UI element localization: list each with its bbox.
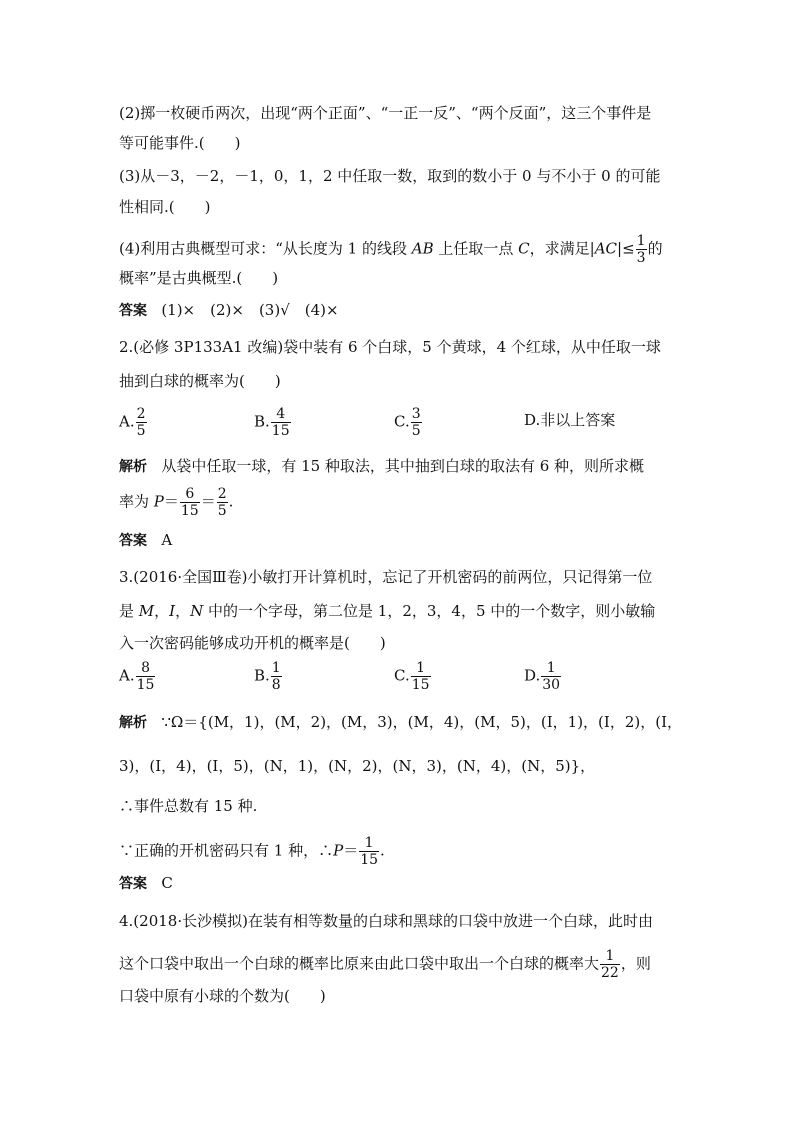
p2-answer: 答案 A bbox=[119, 531, 173, 549]
p2-option-d: D.非以上答案 bbox=[524, 411, 616, 429]
p3-line2: 是 M，I，N 中的一个字母，第二位是 1，2，3，4，5 中的一个数字，则小敏输 bbox=[119, 602, 656, 620]
p2-line2: 抽到白球的概率为( ) bbox=[119, 372, 281, 390]
answer-1: 答案 (1)× (2)× (3)√ (4)× bbox=[119, 301, 339, 319]
p2-option-c: C. $\frac{3}{5}$ bbox=[394, 406, 421, 439]
p4-line2: 这个口袋中取出一个白球的概率比原来由此口袋中取出一个白球的概率大 $\frac{1}{22}$ ，则 bbox=[119, 948, 651, 981]
q3-line2: 性相同.( ) bbox=[119, 198, 211, 216]
p3-option-c: C. $\frac{1}{15}$ bbox=[394, 660, 430, 693]
p3-option-b: B. $\frac{1}{8}$ bbox=[254, 660, 281, 693]
q3-line1: (3)从－3，－2，－1，0，1，2 中任取一数，取到的数小于 0 与不小于 0 的可能 bbox=[119, 167, 661, 185]
p4-line1: 4.(2018·长沙模拟)在装有相等数量的白球和黑球的口袋中放进一个白球，此时由 bbox=[119, 912, 653, 930]
p3-line1: 3.(2016·全国Ⅲ卷)小敏打开计算机时，忘记了开机密码的前两位，只记得第一位 bbox=[119, 568, 653, 586]
p3-answer: 答案 C bbox=[119, 874, 173, 892]
fraction: $\frac{1}{3}$ bbox=[636, 233, 646, 266]
p2-line1: 2.(必修 3P133A1 改编)袋中装有 6 个白球，5 个黄球，4 个红球，从中任取一球 bbox=[119, 338, 661, 356]
q4-line2: 概率”是古典概型.( ) bbox=[119, 269, 279, 287]
p3-line3: 入一次密码能够成功开机的概率是( ) bbox=[119, 634, 386, 652]
q2-line1: (2)掷一枚硬币两次，出现“两个正面”、“一正一反”、“两个反面”，这三个事件是 bbox=[119, 104, 652, 122]
q4-line1: (4)利用古典概型可求：“从长度为 1 的线段 AB 上任取一点 C，求满足|AC|≤ $\frac{1}{3}$ 的 bbox=[119, 233, 663, 266]
p3-analysis-line1: 解析 ∵Ω＝{(M，1)，(M，2)，(M，3)，(M，4)，(M，5)，(I，1)，(I，2)，(I， bbox=[119, 713, 682, 731]
p3-analysis-line4: ∵正确的开机密码只有 1 种，∴P＝ $\frac{1}{15}$ . bbox=[119, 835, 385, 868]
p2-analysis-line1: 解析 从袋中任取一球，有 15 种取法，其中抽到白球的取法有 6 种，则所求概 bbox=[119, 457, 645, 475]
p2-option-b: B. $\frac{4}{15}$ bbox=[254, 406, 290, 439]
p2-analysis-line2: 率为 P＝ $\frac{6}{15}$ ＝ $\frac{2}{5}$ . bbox=[119, 486, 234, 519]
p3-analysis-line3: ∴事件总数有 15 种. bbox=[119, 797, 258, 815]
p3-option-d: D. $\frac{1}{30}$ bbox=[524, 660, 561, 693]
q2-line2: 等可能事件.( ) bbox=[119, 134, 241, 152]
p2-option-a: A. $\frac{2}{5}$ bbox=[119, 406, 146, 439]
p3-analysis-line2: 3)，(I，4)，(I，5)，(N，1)，(N，2)，(N，3)，(N，4)，(N，5)}， bbox=[119, 757, 596, 775]
p4-line3: 口袋中原有小球的个数为( ) bbox=[119, 987, 326, 1005]
p3-option-a: A. $\frac{8}{15}$ bbox=[119, 660, 155, 693]
